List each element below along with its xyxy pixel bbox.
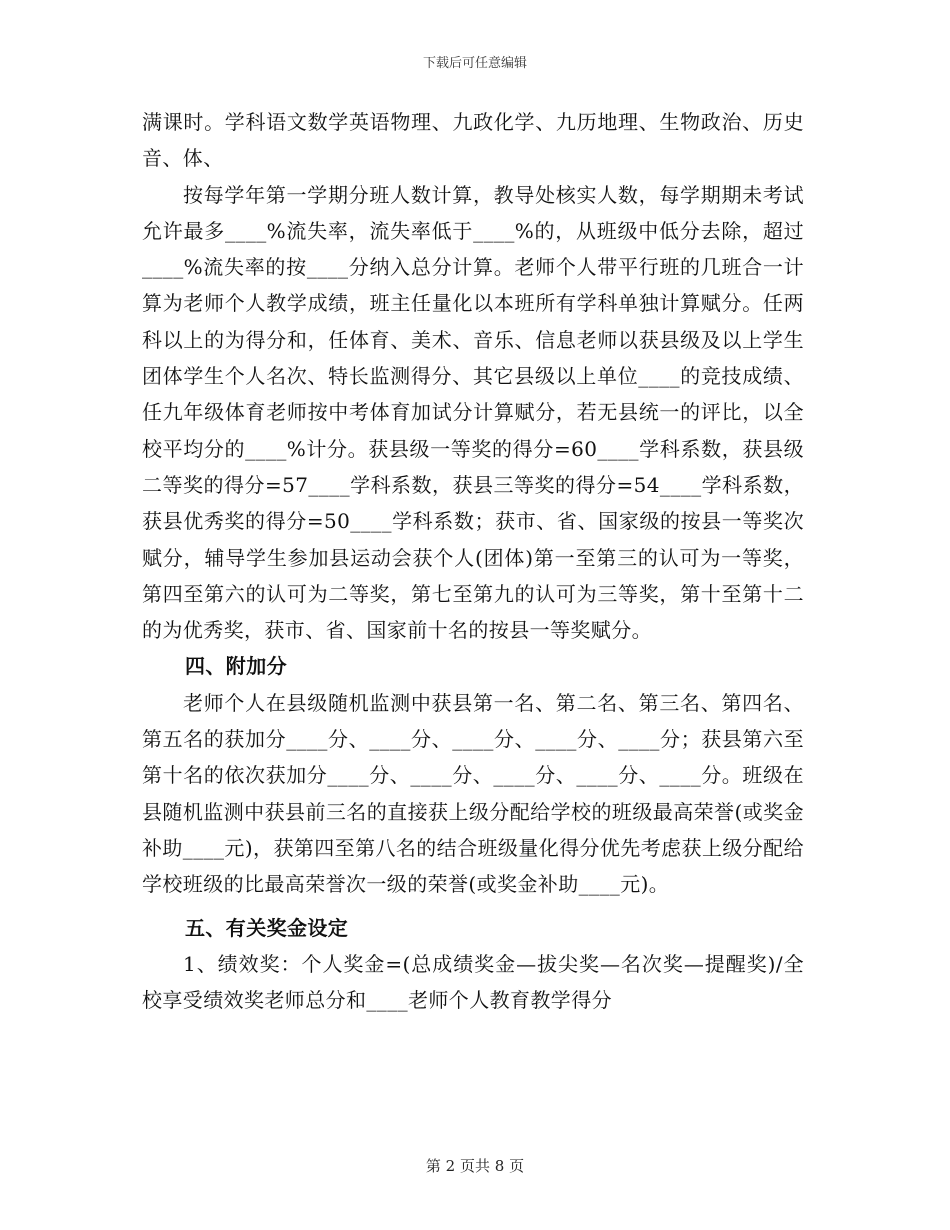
document-body (142, 104, 804, 1018)
paragraph-continuation: 满课时。学科语文数学英语物理、九政化学、九历地理、生物政治、历史音、体、 (142, 110, 804, 171)
paragraph-bonus-rules: 老师个人在县级随机监测中获县第一名、第二名、第三名、第四名、第五名的获加分____分、____分、____分、____分、____分；获县第六至第十名的依次获加分____分、____分、____分、____分、____分。班级在县随机监测中获县前三名的直接获上级分配给学校的班级最高荣誉(或奖金补助____元)，获第四至第八名的结合班级量化得分优先考虑获上级分配给学校班级的比最高荣誉次一级的荣誉(或奖金补助____元)。 (142, 690, 804, 897)
paragraph-scoring-rules: 按每学年第一学期分班人数计算，教导处核实人数，每学期期未考试允许最多____%流失率，流失率低于____%的，从班级中低分去除，超过____%流失率的按____分纳入总分计算。老师个人带平行班的几班合一计算为老师个人教学成绩，班主任量化以本班所有学科单独计算赋分。任两科以上的为得分和，任体育、美术、音乐、信息老师以获县级及以上学生团体学生个人名次、特长监测得分、其它县级以上单位____的竞技成绩、任九年级体育老师按中考体育加试分计算赋分，若无县统一的评比，以全校平均分的____%计分。获县级一等奖的得分=60____学科系数，获县级二等奖的得分=57____学科系数，获县三等奖的得分=54____学科系数，获县优秀奖的得分=50____学科系数；获市、省、国家级的按县一等奖次赋分，辅导学生参加县运动会获个人(团体)第一至第三的认可为一等奖，第四至第六的认可为二等奖，第七至第九的认可为三等奖，第十至第十二的为优秀奖，获市、省、国家前十名的按县一等奖赋分。 (142, 182, 804, 643)
paragraph-performance-reward: 1、绩效奖：个人奖金=(总成绩奖金—拔尖奖—名次奖—提醒奖)/全校享受绩效奖老师总分和____老师个人教育教学得分 (142, 951, 804, 1013)
page-number: 第 2 页共 8 页 (425, 1157, 525, 1175)
page-header: 下载后可任意编辑 (422, 56, 527, 71)
section-heading-rewards: 五、有关奖金设定 (185, 915, 349, 940)
section-heading-bonus: 四、附加分 (185, 654, 287, 679)
